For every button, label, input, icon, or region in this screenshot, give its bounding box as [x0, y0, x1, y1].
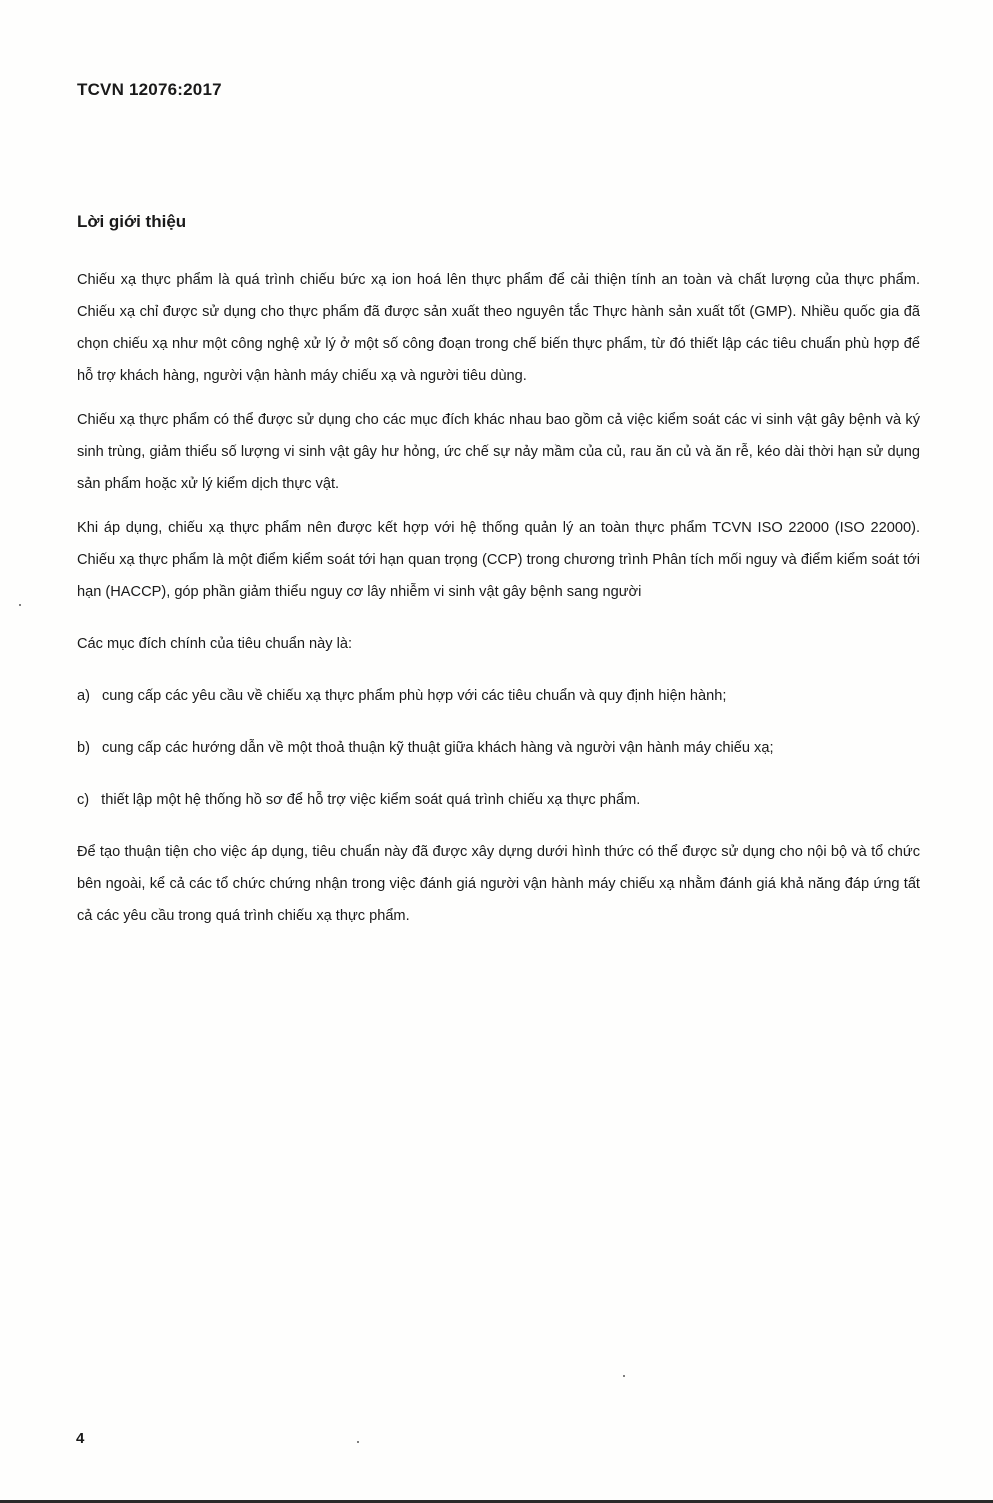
paragraph-2: Chiếu xạ thực phẩm có thể được sử dụng cho các mục đích khác nhau bao gồm cả việc kiểm soát các vi sinh vật gây bệnh và ký sinh trùng, giảm thiểu số lượng vi sinh vật gây hư hỏng, ức chế sự nảy mầm của củ, rau ăn củ và ăn rễ, kéo dài thời hạn sử dụng sản phẩm hoặc xử lý kiểm dịch thực vật. — [77, 412, 920, 492]
page-number: 4 — [76, 1430, 85, 1447]
paragraph-3: Khi áp dụng, chiếu xạ thực phẩm nên được kết hợp với hệ thống quản lý an toàn thực phẩm TCVN ISO 22000 (ISO 22000). Chiếu xạ thực phẩm là một điểm kiểm soát tới hạn quan trọng (CCP) trong chương trình Phân tích mối nguy và điểm kiểm soát tới hạn (HACCP), góp phần giảm thiểu nguy cơ lây nhiễm vi sinh vật gây bệnh sang người — [77, 520, 920, 600]
list-item-c-text: thiết lập một hệ thống hồ sơ để hỗ trợ việc kiểm soát quá trình chiếu xạ thực phẩm. — [101, 792, 641, 808]
list-item-a-text: cung cấp các yêu cầu về chiếu xạ thực phẩm phù hợp với các tiêu chuẩn và quy định hiện hành; — [101, 688, 727, 704]
paragraph-1: Chiếu xạ thực phẩm là quá trình chiếu bức xạ ion hoá lên thực phẩm để cải thiện tính an toàn và chất lượng của thực phẩm. Chiếu xạ chỉ được sử dụng cho thực phẩm đã được sản xuất theo nguyên tắc Thực hành sản xuất tốt (GMP). Nhiều quốc gia đã chọn chiếu xạ như một công nghệ xử lý ở một số công đoạn trong chế biến thực phẩm, từ đó thiết lập các tiêu chuẩn phù hợp để hỗ trợ khách hàng, người vận hành máy chiếu xạ và người tiêu dùng. — [77, 272, 920, 384]
scan-speck — [357, 1441, 359, 1443]
scan-speck — [19, 604, 21, 606]
standard-code-header: TCVN 12076:2017 — [77, 80, 222, 99]
list-marker-c: c) — [77, 792, 90, 808]
section-title: Lời giới thiệu — [77, 212, 187, 231]
list-item-c — [77, 784, 920, 816]
list-marker-a: a) — [77, 688, 90, 704]
scan-speck — [623, 1375, 625, 1377]
list-item-b-text: cung cấp các hướng dẫn về một thoả thuận kỹ thuật giữa khách hàng và người vận hành máy chiếu xạ; — [101, 740, 774, 756]
list-item-a — [77, 680, 920, 712]
document-body — [77, 264, 920, 944]
list-item-b — [77, 732, 920, 764]
paragraph-5: Để tạo thuận tiện cho việc áp dụng, tiêu chuẩn này đã được xây dựng dưới hình thức có thể được sử dụng cho nội bộ và tổ chức bên ngoài, kể cả các tổ chức chứng nhận trong việc đánh giá người vận hành máy chiếu xạ nhằm đánh giá khả năng đáp ứng tất cả các yêu cầu trong quá trình chiếu xạ thực phẩm. — [77, 844, 920, 924]
list-marker-b: b) — [77, 740, 90, 756]
purposes-intro: Các mục đích chính của tiêu chuẩn này là: — [77, 636, 353, 652]
